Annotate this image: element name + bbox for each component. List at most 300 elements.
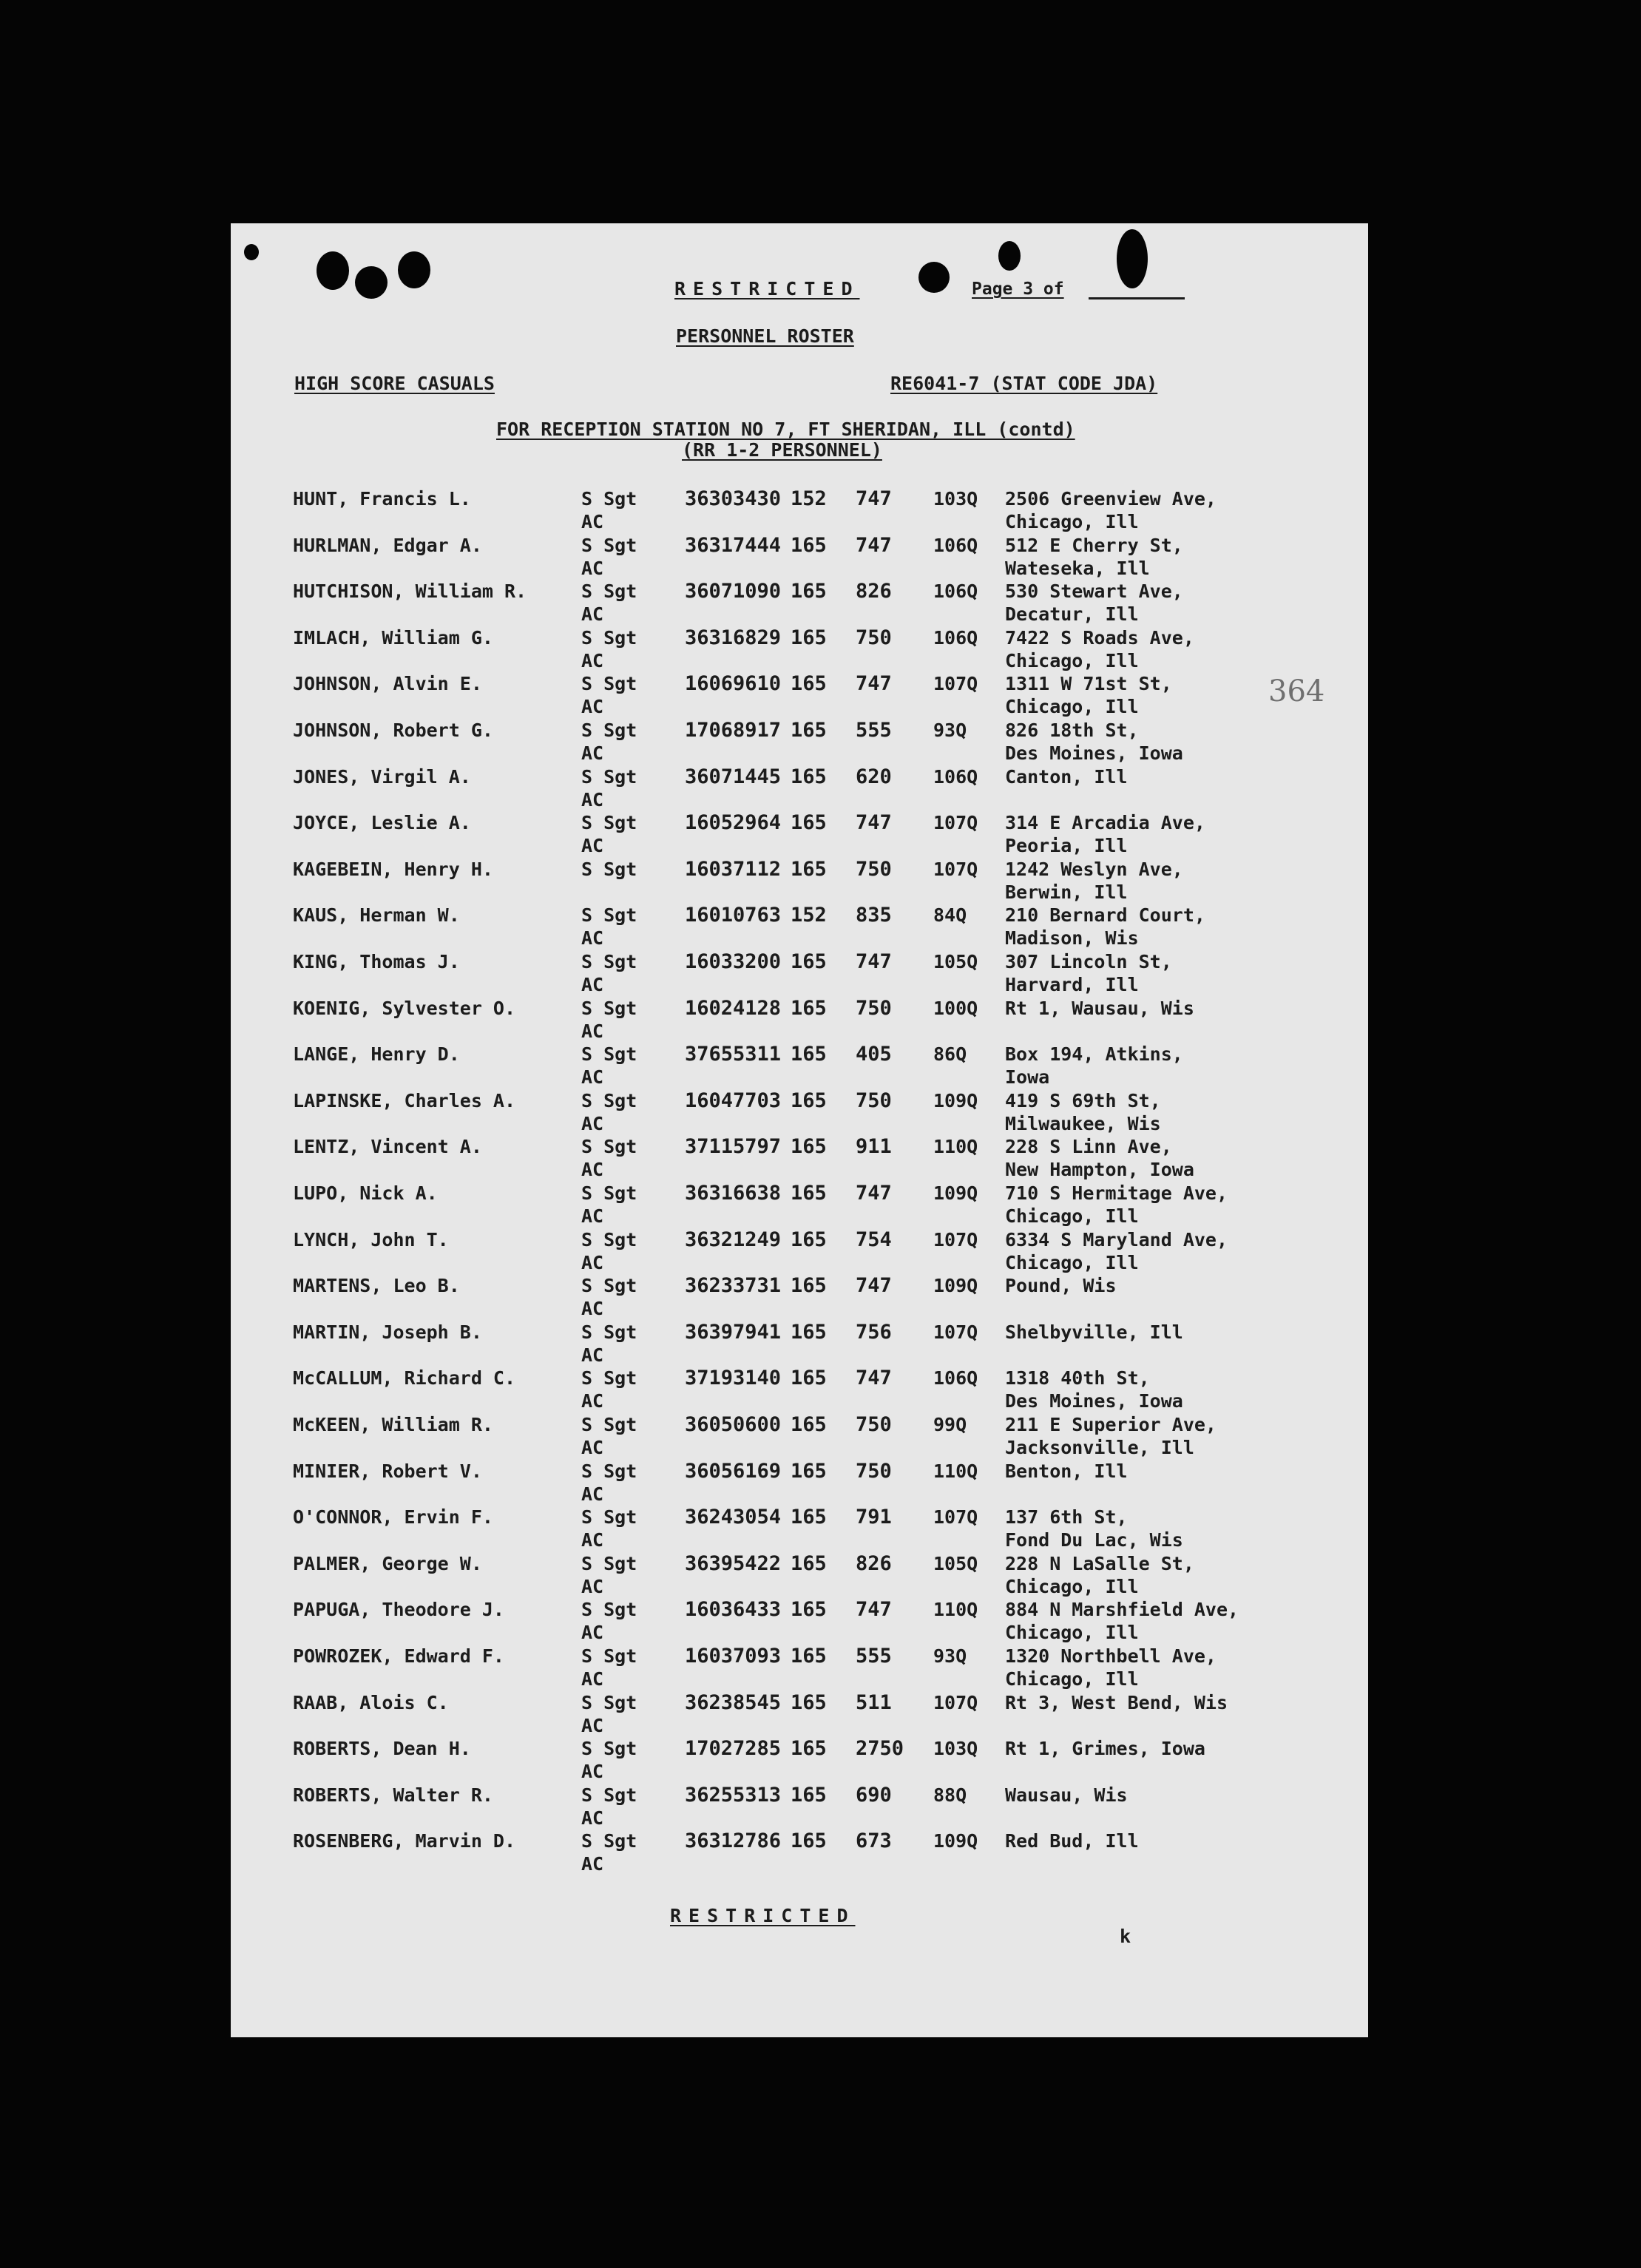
entry-name: KING, Thomas J. — [293, 951, 460, 972]
entry-prd: 165 — [791, 1182, 827, 1205]
entry-score: 750 — [856, 1459, 892, 1483]
entry-score: 826 — [856, 1551, 892, 1575]
entry-mos: 106Q — [933, 626, 978, 649]
entry-mos: 106Q — [933, 765, 978, 788]
roster-row — [231, 1414, 1368, 1460]
entry-address-line2: Peoria, Ill — [1005, 835, 1128, 857]
classification-footer: RESTRICTED — [670, 1905, 856, 1926]
entry-branch: AC — [581, 742, 604, 764]
entry-serial-number: 36317444 — [685, 533, 782, 557]
entry-rank: S Sgt — [581, 858, 637, 880]
entry-serial-number: 36233731 — [685, 1274, 782, 1298]
entry-mos: 107Q — [933, 1321, 978, 1343]
entry-score: 750 — [856, 1413, 892, 1436]
entry-address-line2: Des Moines, Iowa — [1005, 742, 1183, 764]
roster-row — [231, 1090, 1368, 1137]
entry-name: ROSENBERG, Marvin D. — [293, 1830, 516, 1852]
entry-branch: AC — [581, 696, 604, 718]
entry-serial-number: 36321249 — [685, 1228, 782, 1251]
entry-address-line1: Pound, Wis — [1005, 1275, 1117, 1297]
entry-score: 620 — [856, 765, 892, 788]
entry-serial-number: 36243054 — [685, 1506, 782, 1529]
entry-prd: 165 — [791, 1043, 827, 1066]
entry-branch: AC — [581, 511, 604, 532]
entry-mos: 107Q — [933, 1228, 978, 1250]
entry-rank: S Sgt — [581, 1645, 637, 1667]
entry-score: 747 — [856, 672, 892, 696]
roster-row — [231, 720, 1368, 766]
document-title: PERSONNEL ROSTER — [676, 325, 854, 347]
entry-address-line2: Wateseka, Ill — [1005, 557, 1150, 579]
entry-address-line1: Benton, Ill — [1005, 1460, 1128, 1482]
entry-rank: S Sgt — [581, 1089, 637, 1111]
entry-address-line2: Chicago, Ill — [1005, 1205, 1139, 1227]
entry-serial-number: 36071090 — [685, 580, 782, 603]
entry-branch: AC — [581, 927, 604, 949]
roster-row — [231, 951, 1368, 998]
entry-name: HURLMAN, Edgar A. — [293, 534, 482, 556]
roster-row — [231, 998, 1368, 1044]
entry-address-line1: 1318 40th St, — [1005, 1367, 1150, 1389]
entry-rank: S Sgt — [581, 626, 637, 649]
station-subtitle: FOR RECEPTION STATION NO 7, FT SHERIDAN, ILL (contd) — [496, 419, 1075, 440]
roster-row — [231, 673, 1368, 720]
entry-mos: 109Q — [933, 1830, 978, 1852]
entry-address-line1: 210 Bernard Court, — [1005, 904, 1205, 927]
entry-mos: 107Q — [933, 1691, 978, 1713]
entry-name: LANGE, Henry D. — [293, 1043, 460, 1066]
entry-address-line1: 228 N LaSalle St, — [1005, 1552, 1194, 1574]
entry-serial-number: 16024128 — [685, 996, 782, 1020]
entry-serial-number: 16047703 — [685, 1089, 782, 1112]
entry-mos: 107Q — [933, 812, 978, 834]
entry-rank: S Sgt — [581, 1136, 637, 1158]
entry-serial-number: 36071445 — [685, 765, 782, 788]
entry-branch: AC — [581, 1575, 604, 1597]
entry-address-line1: 314 E Arcadia Ave, — [1005, 812, 1205, 834]
entry-branch: AC — [581, 603, 604, 626]
entry-branch: AC — [581, 1066, 604, 1089]
entry-name: POWROZEK, Edward F. — [293, 1645, 504, 1667]
entry-branch: AC — [581, 974, 604, 995]
entry-name: O'CONNOR, Ervin F. — [293, 1506, 493, 1529]
entry-name: HUNT, Francis L. — [293, 488, 471, 510]
entry-mos: 106Q — [933, 1367, 978, 1389]
entry-serial-number: 36312786 — [685, 1829, 782, 1853]
entry-prd: 165 — [791, 996, 827, 1020]
entry-prd: 165 — [791, 580, 827, 603]
entry-prd: 165 — [791, 1737, 827, 1761]
entry-branch: AC — [581, 1668, 604, 1690]
entry-score: 826 — [856, 580, 892, 603]
punch-hole — [398, 251, 430, 288]
entry-address-line2: Chicago, Ill — [1005, 649, 1139, 671]
page-number: Page 3 of — [972, 280, 1064, 299]
entry-address-line1: Canton, Ill — [1005, 765, 1128, 788]
entry-mos: 109Q — [933, 1182, 978, 1204]
roster-row — [231, 1229, 1368, 1276]
entry-mos: 86Q — [933, 1043, 967, 1066]
entry-mos: 88Q — [933, 1784, 967, 1806]
entry-address-line2: New Hampton, Iowa — [1005, 1159, 1194, 1181]
entry-rank: S Sgt — [581, 1784, 637, 1806]
entry-branch: AC — [581, 788, 604, 810]
entry-prd: 165 — [791, 811, 827, 835]
entry-prd: 152 — [791, 487, 827, 510]
entry-serial-number: 37655311 — [685, 1043, 782, 1066]
entry-score: 747 — [856, 950, 892, 973]
entry-branch: AC — [581, 1483, 604, 1505]
entry-score: 791 — [856, 1506, 892, 1529]
entry-rank: S Sgt — [581, 1414, 637, 1435]
entry-name: LUPO, Nick A. — [293, 1182, 438, 1204]
entry-name: MARTENS, Leo B. — [293, 1275, 460, 1297]
entry-rank: S Sgt — [581, 1367, 637, 1389]
entry-serial-number: 36238545 — [685, 1690, 782, 1714]
entry-address-line1: Red Bud, Ill — [1005, 1830, 1139, 1852]
roster-row — [231, 1321, 1368, 1368]
entry-branch: AC — [581, 1205, 604, 1227]
entry-address-line2: Chicago, Ill — [1005, 1622, 1139, 1644]
punch-hole — [918, 262, 950, 293]
entry-address-line1: 211 E Superior Ave, — [1005, 1414, 1217, 1435]
entry-branch: AC — [581, 1390, 604, 1412]
entry-rank: S Sgt — [581, 1738, 637, 1760]
entry-branch: AC — [581, 1853, 604, 1875]
entry-serial-number: 16037093 — [685, 1645, 782, 1668]
entry-address-line1: Rt 3, West Bend, Wis — [1005, 1691, 1228, 1713]
entry-address-line1: Wausau, Wis — [1005, 1784, 1128, 1806]
entry-rank: S Sgt — [581, 1599, 637, 1621]
document-page — [231, 223, 1368, 2037]
entry-rank: S Sgt — [581, 997, 637, 1019]
entry-serial-number: 16033200 — [685, 950, 782, 973]
entry-mos: 93Q — [933, 1645, 967, 1667]
entry-branch: AC — [581, 1437, 604, 1458]
roster-row — [231, 859, 1368, 905]
entry-serial-number: 16069610 — [685, 672, 782, 696]
entry-name: JONES, Virgil A. — [293, 765, 471, 788]
roster-row — [231, 1738, 1368, 1784]
entry-name: JOHNSON, Robert G. — [293, 720, 493, 741]
entry-rank: S Sgt — [581, 720, 637, 741]
entry-mos: 107Q — [933, 858, 978, 880]
entry-address-line2: Chicago, Ill — [1005, 1668, 1139, 1690]
entry-rank: S Sgt — [581, 673, 637, 695]
entry-rank: S Sgt — [581, 488, 637, 510]
entry-address-line1: Box 194, Atkins, — [1005, 1043, 1183, 1066]
entry-name: PAPUGA, Theodore J. — [293, 1599, 504, 1621]
roster-row — [231, 488, 1368, 535]
entry-score: 673 — [856, 1829, 892, 1853]
entry-name: JOYCE, Leslie A. — [293, 812, 471, 834]
entry-address-line2: Milwaukee, Wis — [1005, 1112, 1161, 1134]
margin-page-number: 364 — [1268, 674, 1325, 708]
entry-name: KAGEBEIN, Henry H. — [293, 858, 493, 880]
entry-name: HUTCHISON, William R. — [293, 580, 527, 603]
entry-branch: AC — [581, 1529, 604, 1551]
entry-prd: 165 — [791, 1459, 827, 1483]
entry-score: 747 — [856, 1598, 892, 1622]
entry-address-line2: Decatur, Ill — [1005, 603, 1139, 626]
page-total-blank — [1089, 278, 1185, 299]
personnel-subtitle: (RR 1-2 PERSONNEL) — [682, 439, 882, 461]
entry-name: MINIER, Robert V. — [293, 1460, 482, 1482]
entry-mos: 103Q — [933, 1738, 978, 1760]
entry-mos: 106Q — [933, 534, 978, 556]
entry-prd: 165 — [791, 765, 827, 788]
entry-address-line1: 710 S Hermitage Ave, — [1005, 1182, 1228, 1204]
entry-name: LAPINSKE, Charles A. — [293, 1089, 516, 1111]
entry-address-line2: Chicago, Ill — [1005, 696, 1139, 718]
entry-name: LENTZ, Vincent A. — [293, 1136, 482, 1158]
entry-address-line1: 530 Stewart Ave, — [1005, 580, 1183, 603]
entry-score: 747 — [856, 1182, 892, 1205]
entry-address-line1: 137 6th St, — [1005, 1506, 1128, 1529]
roster-row — [231, 1136, 1368, 1182]
entry-branch: AC — [581, 1761, 604, 1783]
roster-row — [231, 812, 1368, 859]
entry-mos: 100Q — [933, 997, 978, 1019]
classification-header: RESTRICTED — [674, 278, 860, 299]
entry-prd: 165 — [791, 626, 827, 649]
entry-rank: S Sgt — [581, 534, 637, 556]
entry-name: JOHNSON, Alvin E. — [293, 673, 482, 695]
entry-address-line1: 7422 S Roads Ave, — [1005, 626, 1194, 649]
entry-score: 2750 — [856, 1737, 904, 1761]
entry-address-line1: 6334 S Maryland Ave, — [1005, 1228, 1228, 1250]
entry-serial-number: 16036433 — [685, 1598, 782, 1622]
entry-prd: 165 — [791, 1135, 827, 1159]
entry-serial-number: 17027285 — [685, 1737, 782, 1761]
entry-address-line2: Chicago, Ill — [1005, 511, 1139, 532]
entry-rank: S Sgt — [581, 812, 637, 834]
entry-prd: 152 — [791, 904, 827, 927]
roster-row — [231, 1645, 1368, 1692]
entry-branch: AC — [581, 835, 604, 857]
entry-address-line1: Rt 1, Grimes, Iowa — [1005, 1738, 1205, 1760]
entry-address-line2: Iowa — [1005, 1066, 1050, 1089]
roster-row — [231, 1506, 1368, 1553]
entry-name: McKEEN, William R. — [293, 1414, 493, 1435]
entry-address-line1: 228 S Linn Ave, — [1005, 1136, 1172, 1158]
entry-serial-number: 36255313 — [685, 1783, 782, 1807]
entry-score: 747 — [856, 1274, 892, 1298]
entry-address-line1: 1311 W 71st St, — [1005, 673, 1172, 695]
entry-serial-number: 37115797 — [685, 1135, 782, 1159]
entry-name: KAUS, Herman W. — [293, 904, 460, 927]
entry-prd: 165 — [791, 719, 827, 742]
entry-address-line1: 307 Lincoln St, — [1005, 951, 1172, 972]
entry-address-line1: 512 E Cherry St, — [1005, 534, 1183, 556]
entry-branch: AC — [581, 557, 604, 579]
entry-score: 750 — [856, 857, 892, 881]
entry-score: 756 — [856, 1320, 892, 1344]
entry-serial-number: 36050600 — [685, 1413, 782, 1436]
entry-prd: 165 — [791, 1367, 827, 1390]
entry-prd: 165 — [791, 1645, 827, 1668]
entry-serial-number: 37193140 — [685, 1367, 782, 1390]
stat-code-heading: RE6041-7 (STAT CODE JDA) — [890, 373, 1158, 394]
entry-score: 754 — [856, 1228, 892, 1251]
entry-rank: S Sgt — [581, 1228, 637, 1250]
entry-address-line2: Des Moines, Iowa — [1005, 1390, 1183, 1412]
entry-prd: 165 — [791, 1829, 827, 1853]
entry-address-line1: Rt 1, Wausau, Wis — [1005, 997, 1194, 1019]
entry-prd: 165 — [791, 1413, 827, 1436]
entry-rank: S Sgt — [581, 1691, 637, 1713]
entry-mos: 106Q — [933, 580, 978, 603]
entry-mos: 103Q — [933, 488, 978, 510]
entry-address-line1: 884 N Marshfield Ave, — [1005, 1599, 1239, 1621]
entry-prd: 165 — [791, 1783, 827, 1807]
entry-score: 750 — [856, 996, 892, 1020]
roster-row — [231, 580, 1368, 627]
entry-score: 747 — [856, 533, 892, 557]
entry-address-line1: 1320 Northbell Ave, — [1005, 1645, 1217, 1667]
entry-score: 511 — [856, 1690, 892, 1714]
entry-address-line1: 1242 Weslyn Ave, — [1005, 858, 1183, 880]
entry-prd: 165 — [791, 1598, 827, 1622]
entry-address-line2: Madison, Wis — [1005, 927, 1139, 949]
entry-prd: 165 — [791, 857, 827, 881]
entry-name: RAAB, Alois C. — [293, 1691, 449, 1713]
roster-row — [231, 1553, 1368, 1600]
entry-score: 750 — [856, 1089, 892, 1112]
entry-branch: AC — [581, 1159, 604, 1181]
entry-serial-number: 16052964 — [685, 811, 782, 835]
entry-address-line2: Jacksonville, Ill — [1005, 1437, 1194, 1458]
entry-prd: 165 — [791, 1320, 827, 1344]
entry-mos: 93Q — [933, 720, 967, 741]
roster-row — [231, 1599, 1368, 1645]
entry-address-line1: 419 S 69th St, — [1005, 1089, 1161, 1111]
entry-prd: 165 — [791, 533, 827, 557]
entry-branch: AC — [581, 649, 604, 671]
punch-hole — [355, 266, 388, 299]
entry-serial-number: 16010763 — [685, 904, 782, 927]
entry-score: 690 — [856, 1783, 892, 1807]
entry-score: 405 — [856, 1043, 892, 1066]
entry-prd: 165 — [791, 1551, 827, 1575]
entry-address-line1: 2506 Greenview Ave, — [1005, 488, 1217, 510]
entry-score: 747 — [856, 811, 892, 835]
entry-rank: S Sgt — [581, 580, 637, 603]
entry-score: 747 — [856, 487, 892, 510]
entry-branch: AC — [581, 1298, 604, 1320]
roster-row — [231, 1367, 1368, 1414]
entry-name: MARTIN, Joseph B. — [293, 1321, 482, 1343]
roster-row — [231, 1460, 1368, 1507]
entry-mos: 107Q — [933, 1506, 978, 1529]
entry-mos: 110Q — [933, 1136, 978, 1158]
roster-table — [231, 488, 1368, 1930]
roster-row — [231, 535, 1368, 581]
entry-prd: 165 — [791, 1228, 827, 1251]
entry-serial-number: 36056169 — [685, 1459, 782, 1483]
entry-score: 835 — [856, 904, 892, 927]
entry-rank: S Sgt — [581, 1506, 637, 1529]
roster-row — [231, 1043, 1368, 1090]
entry-score: 555 — [856, 1645, 892, 1668]
entry-mos: 105Q — [933, 951, 978, 972]
entry-mos: 110Q — [933, 1460, 978, 1482]
entry-address-line2: Fond Du Lac, Wis — [1005, 1529, 1183, 1551]
roster-row — [231, 1182, 1368, 1229]
roster-row — [231, 904, 1368, 951]
entry-score: 750 — [856, 626, 892, 649]
entry-rank: S Sgt — [581, 765, 637, 788]
entry-name: IMLACH, William G. — [293, 626, 493, 649]
entry-mos: 109Q — [933, 1275, 978, 1297]
entry-address-line2: Harvard, Ill — [1005, 974, 1139, 995]
entry-rank: S Sgt — [581, 904, 637, 927]
entry-mos: 109Q — [933, 1089, 978, 1111]
entry-address-line2: Chicago, Ill — [1005, 1575, 1139, 1597]
entry-serial-number: 36395422 — [685, 1551, 782, 1575]
entry-serial-number: 36316638 — [685, 1182, 782, 1205]
entry-mos: 105Q — [933, 1552, 978, 1574]
entry-branch: AC — [581, 1714, 604, 1736]
entry-name: ROBERTS, Dean H. — [293, 1738, 471, 1760]
entry-address-line2: Berwin, Ill — [1005, 881, 1128, 903]
roster-row — [231, 1784, 1368, 1831]
punch-hole — [244, 244, 259, 260]
entry-branch: AC — [581, 1112, 604, 1134]
entry-prd: 165 — [791, 950, 827, 973]
punch-hole — [998, 241, 1021, 271]
roster-row — [231, 1830, 1368, 1877]
entry-prd: 165 — [791, 672, 827, 696]
entry-branch: AC — [581, 1344, 604, 1366]
entry-serial-number: 17068917 — [685, 719, 782, 742]
entry-branch: AC — [581, 1020, 604, 1042]
entry-serial-number: 36303430 — [685, 487, 782, 510]
entry-prd: 165 — [791, 1089, 827, 1112]
roster-row — [231, 766, 1368, 813]
entry-name: KOENIG, Sylvester O. — [293, 997, 516, 1019]
roster-row — [231, 1275, 1368, 1321]
entry-mos: 107Q — [933, 673, 978, 695]
entry-score: 555 — [856, 719, 892, 742]
entry-rank: S Sgt — [581, 1275, 637, 1297]
entry-prd: 165 — [791, 1690, 827, 1714]
roster-row — [231, 1692, 1368, 1739]
entry-mos: 84Q — [933, 904, 967, 927]
entry-score: 911 — [856, 1135, 892, 1159]
entry-branch: AC — [581, 1251, 604, 1273]
entry-name: LYNCH, John T. — [293, 1228, 449, 1250]
entry-name: PALMER, George W. — [293, 1552, 482, 1574]
entry-rank: S Sgt — [581, 951, 637, 972]
entry-serial-number: 16037112 — [685, 857, 782, 881]
entry-address-line1: 826 18th St, — [1005, 720, 1139, 741]
entry-rank: S Sgt — [581, 1552, 637, 1574]
entry-rank: S Sgt — [581, 1460, 637, 1482]
entry-branch: AC — [581, 1807, 604, 1829]
entry-name: ROBERTS, Walter R. — [293, 1784, 493, 1806]
unit-heading: HIGH SCORE CASUALS — [294, 373, 495, 394]
entry-rank: S Sgt — [581, 1830, 637, 1852]
entry-branch: AC — [581, 1622, 604, 1644]
roster-row — [231, 627, 1368, 674]
entry-serial-number: 36316829 — [685, 626, 782, 649]
entry-address-line2: Chicago, Ill — [1005, 1251, 1139, 1273]
entry-prd: 165 — [791, 1506, 827, 1529]
entry-mos: 110Q — [933, 1599, 978, 1621]
entry-address-line1: Shelbyville, Ill — [1005, 1321, 1183, 1343]
footer-mark: k — [1120, 1926, 1131, 1947]
